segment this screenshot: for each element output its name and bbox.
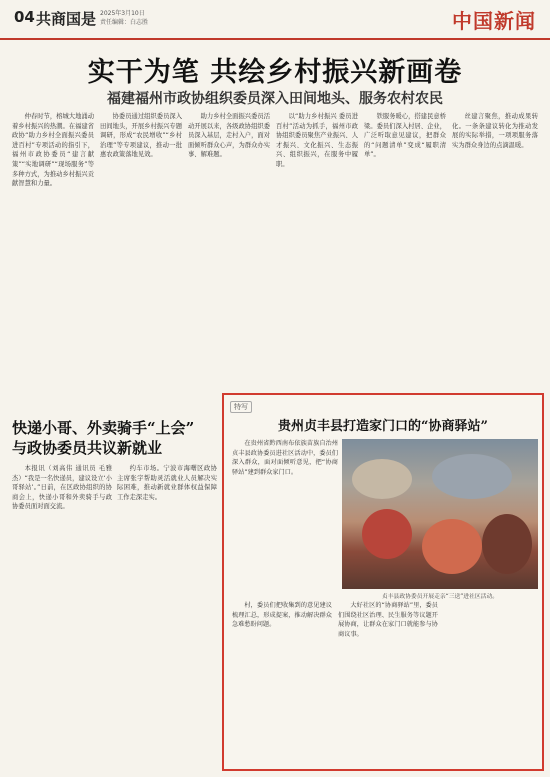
newspaper-logo: 中国新闻 (452, 9, 536, 33)
article-paragraph: 在贵州省黔西南布依族苗族自治州贞丰县政协委员进社区活动中，委员们深入群众，面对面倾听意见，把“协商驿站”建到群众家门口。 (232, 440, 338, 477)
masthead-meta (100, 9, 148, 27)
feature-column-3 (338, 601, 438, 765)
feature-photo (342, 439, 538, 589)
feature-box (222, 393, 544, 771)
secondary-column-2 (117, 464, 217, 770)
secondary-headline-line: 快递小哥、外卖骑手“上会” (12, 419, 195, 437)
feature-tag: 特写 (230, 401, 252, 413)
article-column-6 (452, 112, 538, 382)
main-subheadline: 福建福州市政协组织委员深入田间地头、服务农村农民 (107, 91, 443, 107)
article-paragraph: 村，委员们把收集到的意见建议梳理汇总，形成提案，推动解决群众急难愁盼问题。 (232, 602, 332, 629)
photo-caption: 贞丰县政协委员开展走亲“三送”进社区活动。 (381, 594, 499, 600)
article-paragraph: 仲春时节，榕城大地涌动着乡村振兴的热潮。在福建省政协“助力乡村全面振兴委员进百村”专项活动的指引下，福州市政协委员“建言献策”“实地调研”“现场服务”等多种方式，为推动乡村振兴贡献智慧和力量。 (12, 113, 94, 188)
article-column-5 (364, 112, 446, 382)
article-column-1 (12, 112, 94, 382)
masthead-editor: 责任编辑：白志胜 (100, 19, 149, 26)
masthead (0, 0, 550, 40)
secondary-headline-line: 与政协委员共议新就业 (12, 439, 163, 457)
main-headline: 实干为笔 共绘乡村振兴新画卷 (87, 57, 463, 88)
feature-column-1 (232, 439, 338, 589)
section-name: 共商国是 (36, 10, 97, 28)
article-paragraph: 丝建言聚焦，推动成果转化。一条条建议转化为推动发展的实际举措，一项项服务落实为群众身边的点滴温暖。 (452, 113, 538, 149)
article-column-2 (100, 112, 182, 382)
article-paragraph: 以“助力乡村振兴 委员进百村”活动为抓手，福州市政协组织委员聚焦产业振兴、人才振兴、文化振兴、生态振兴、组织振兴，在服务中履职。 (276, 113, 358, 168)
secondary-column-1 (12, 464, 112, 770)
feature-title: 贵州贞丰县打造家门口的“协商驿站” (278, 419, 488, 434)
article-paragraph: 协委员通过组织委员深入田间地头，开展乡村振兴专题调研，形成“农民增收”“乡村治理”等专项建议，推动一批惠农政策落地见效。 (100, 113, 182, 159)
masthead-date: 2025年3月10日 (100, 10, 145, 17)
article-paragraph: 助力乡村全面振兴委员活动开展以来，各级政协组织委员深入基层，走村入户，面对面倾听群众心声，为群众办实事、解难题。 (188, 113, 270, 159)
article-paragraph: 铁服务暖心，搭建民意桥梁。委员们深入村居、企业，广泛听取意见建议，把群众的“问题清单”变成“履职清单”。 (364, 113, 446, 159)
secondary-headline (12, 418, 217, 458)
article-paragraph: 约车市场。宁波市海曙区政协主席张宇帮助灵活就业人员解决实际困难，推动新就业群体权益保障工作走深走实。 (117, 465, 217, 501)
article-paragraph: 本报讯（刘高伟 通讯员 毛雅杰）“我是一名快递员，建议设立‘小哥驿站’。”日前，在区政协组织的协商会上，快递小哥和外卖骑手与政协委员面对面交流。 (12, 465, 112, 511)
article-column-3 (188, 112, 270, 382)
article-column-4 (276, 112, 358, 382)
article-paragraph: 大好社区的“协商驿站”里，委员们围绕社区治理、民生服务等议题开展协商，让群众在家门口就能参与协商议事。 (338, 602, 438, 639)
feature-column-2 (232, 601, 332, 765)
page-number: 04 (14, 8, 35, 26)
